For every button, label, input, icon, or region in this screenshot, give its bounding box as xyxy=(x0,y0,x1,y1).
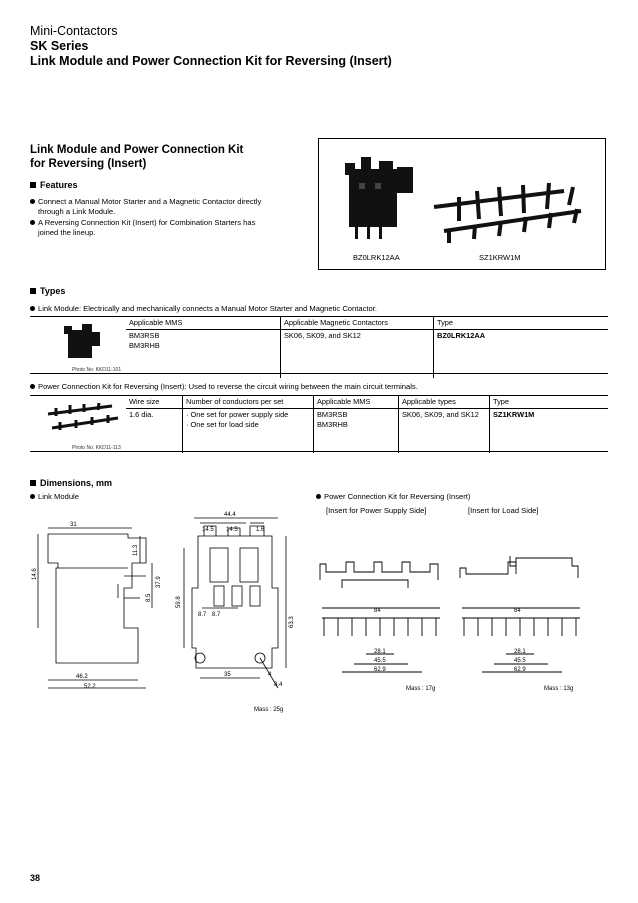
dim-35: 35 xyxy=(224,672,231,678)
photo-label-right: SZ1KRW1M xyxy=(479,253,521,262)
dimensions-heading: Dimensions, mm xyxy=(30,478,112,488)
series-title: SK Series xyxy=(30,39,89,53)
dim-8-5: 8.5 xyxy=(146,593,152,602)
dim-link-module-label: Link Module xyxy=(30,492,79,502)
power-kit-mms: BM3RSB BM3RHB xyxy=(314,409,399,432)
header-conductors: Number of conductors per set xyxy=(183,396,314,409)
power-kit-table xyxy=(126,396,608,453)
dim-power-kit-label: Power Connection Kit for Reversing (Insert) xyxy=(316,492,470,502)
page-title: Link Module and Power Connection Kit for Reversing (Insert) xyxy=(30,54,392,68)
dim-52-2: 52.2 xyxy=(84,684,96,690)
power-kit-description: Power Connection Kit for Reversing (Insert): Used to reverse the circuit wiring between the main circuit terminals. xyxy=(30,382,418,392)
section-title-line1: Link Module and Power Connection Kit xyxy=(30,144,244,156)
dim-8-7b: 8.7 xyxy=(212,612,221,618)
photo-label-left: BZ0LRK12AA xyxy=(353,253,400,262)
pl-dim-45-5: 45.5 xyxy=(514,658,526,664)
link-module-table xyxy=(126,317,608,378)
power-kit-wire-size: 1.6 dia. xyxy=(129,410,154,419)
link-module-description: Link Module: Electrically and mechanically connects a Manual Motor Starter and Magnetic Contactor. xyxy=(30,304,377,314)
header-applicable-types: Applicable types xyxy=(399,396,490,409)
header-type-2: Type xyxy=(490,396,609,409)
header-applicable-mms-2: Applicable MMS xyxy=(314,396,399,409)
header-wire-size: Wire size xyxy=(126,396,183,409)
link-module-type: BZ0LRK12AA xyxy=(434,330,609,353)
pp-dim-28-1: 28.1 xyxy=(374,649,386,655)
power-kit-conductors: · One set for power supply side · One set for load side xyxy=(183,409,314,432)
types-heading: Types xyxy=(30,286,65,296)
dim-46-2: 46.2 xyxy=(76,674,88,680)
pp-mass: Mass : 17g xyxy=(406,686,436,692)
dim-load-side-label: [Insert for Load Side] xyxy=(468,506,539,515)
dim-power-side-label: [Insert for Power Supply Side] xyxy=(326,506,427,515)
product-photo xyxy=(319,139,605,269)
dim-11-3: 11.3 xyxy=(133,544,139,556)
pp-dim-62-9: 62.9 xyxy=(374,667,386,673)
dim-8-7a: 8.7 xyxy=(198,612,207,618)
power-kit-photo xyxy=(42,402,122,436)
link-module-mms: BM3RSB BM3RHB xyxy=(129,331,160,350)
dim-31: 31 xyxy=(70,522,77,528)
link-module-contactors: SK06, SK09, and SK12 xyxy=(281,330,434,353)
feature-item-1-cont: through a Link Module. xyxy=(38,207,116,216)
power-kit-type: SZ1KRW1M xyxy=(490,409,609,432)
features-heading: Features xyxy=(30,180,78,190)
header-type: Type xyxy=(434,317,609,330)
link-module-photo xyxy=(60,322,106,366)
header-applicable-contactors: Applicable Magnetic Contactors xyxy=(281,317,434,330)
pp-dim-84: 84 xyxy=(374,608,381,614)
header-applicable-mms: Applicable MMS xyxy=(126,317,281,330)
load-side-dimension-drawing xyxy=(452,552,594,694)
feature-item-1: Connect a Manual Motor Starter and a Magnetic Contactor directly xyxy=(30,197,261,207)
power-kit-photo-no: Photo No. KKD11-113 xyxy=(72,445,121,451)
feature-item-2-cont: joined the lineup. xyxy=(38,228,96,237)
dim-14-5a: 14.5 xyxy=(202,527,214,533)
lm-mass: Mass : 25g xyxy=(254,707,284,713)
pl-dim-62-9: 62.9 xyxy=(514,667,526,673)
dim-37-9: 37.9 xyxy=(156,576,162,588)
feature-item-2: A Reversing Connection Kit (Insert) for Combination Starters has xyxy=(30,218,255,228)
dim-14-5b: 14.5 xyxy=(226,527,238,533)
pl-mass: Mass : 13g xyxy=(544,686,574,692)
page-number: 38 xyxy=(30,873,41,883)
pl-dim-28-1: 28.1 xyxy=(514,649,526,655)
link-module-photo-no: Photo No. KKD11-101 xyxy=(72,367,122,373)
dim-59-8: 59.8 xyxy=(176,596,182,608)
section-title-line2: for Reversing (Insert) xyxy=(30,158,147,170)
dim-8-4: 8.4 xyxy=(274,682,283,688)
dim-63-3: 63.3 xyxy=(289,616,295,628)
product-photo-box xyxy=(318,138,606,270)
power-side-dimension-drawing xyxy=(312,552,454,694)
power-kit-applicable-types: SK06, SK09, and SK12 xyxy=(399,409,490,432)
dim-44-4: 44.4 xyxy=(224,512,236,518)
dim-14-6: 14.6 xyxy=(32,568,38,580)
link-module-dimension-drawing xyxy=(28,508,298,713)
pl-dim-84: 84 xyxy=(514,608,521,614)
dim-4: 4 xyxy=(268,672,272,678)
pp-dim-45-5: 45.5 xyxy=(374,658,386,664)
category-title: Mini-Contactors xyxy=(30,24,118,38)
dim-1-6: 1.6 xyxy=(256,527,265,533)
